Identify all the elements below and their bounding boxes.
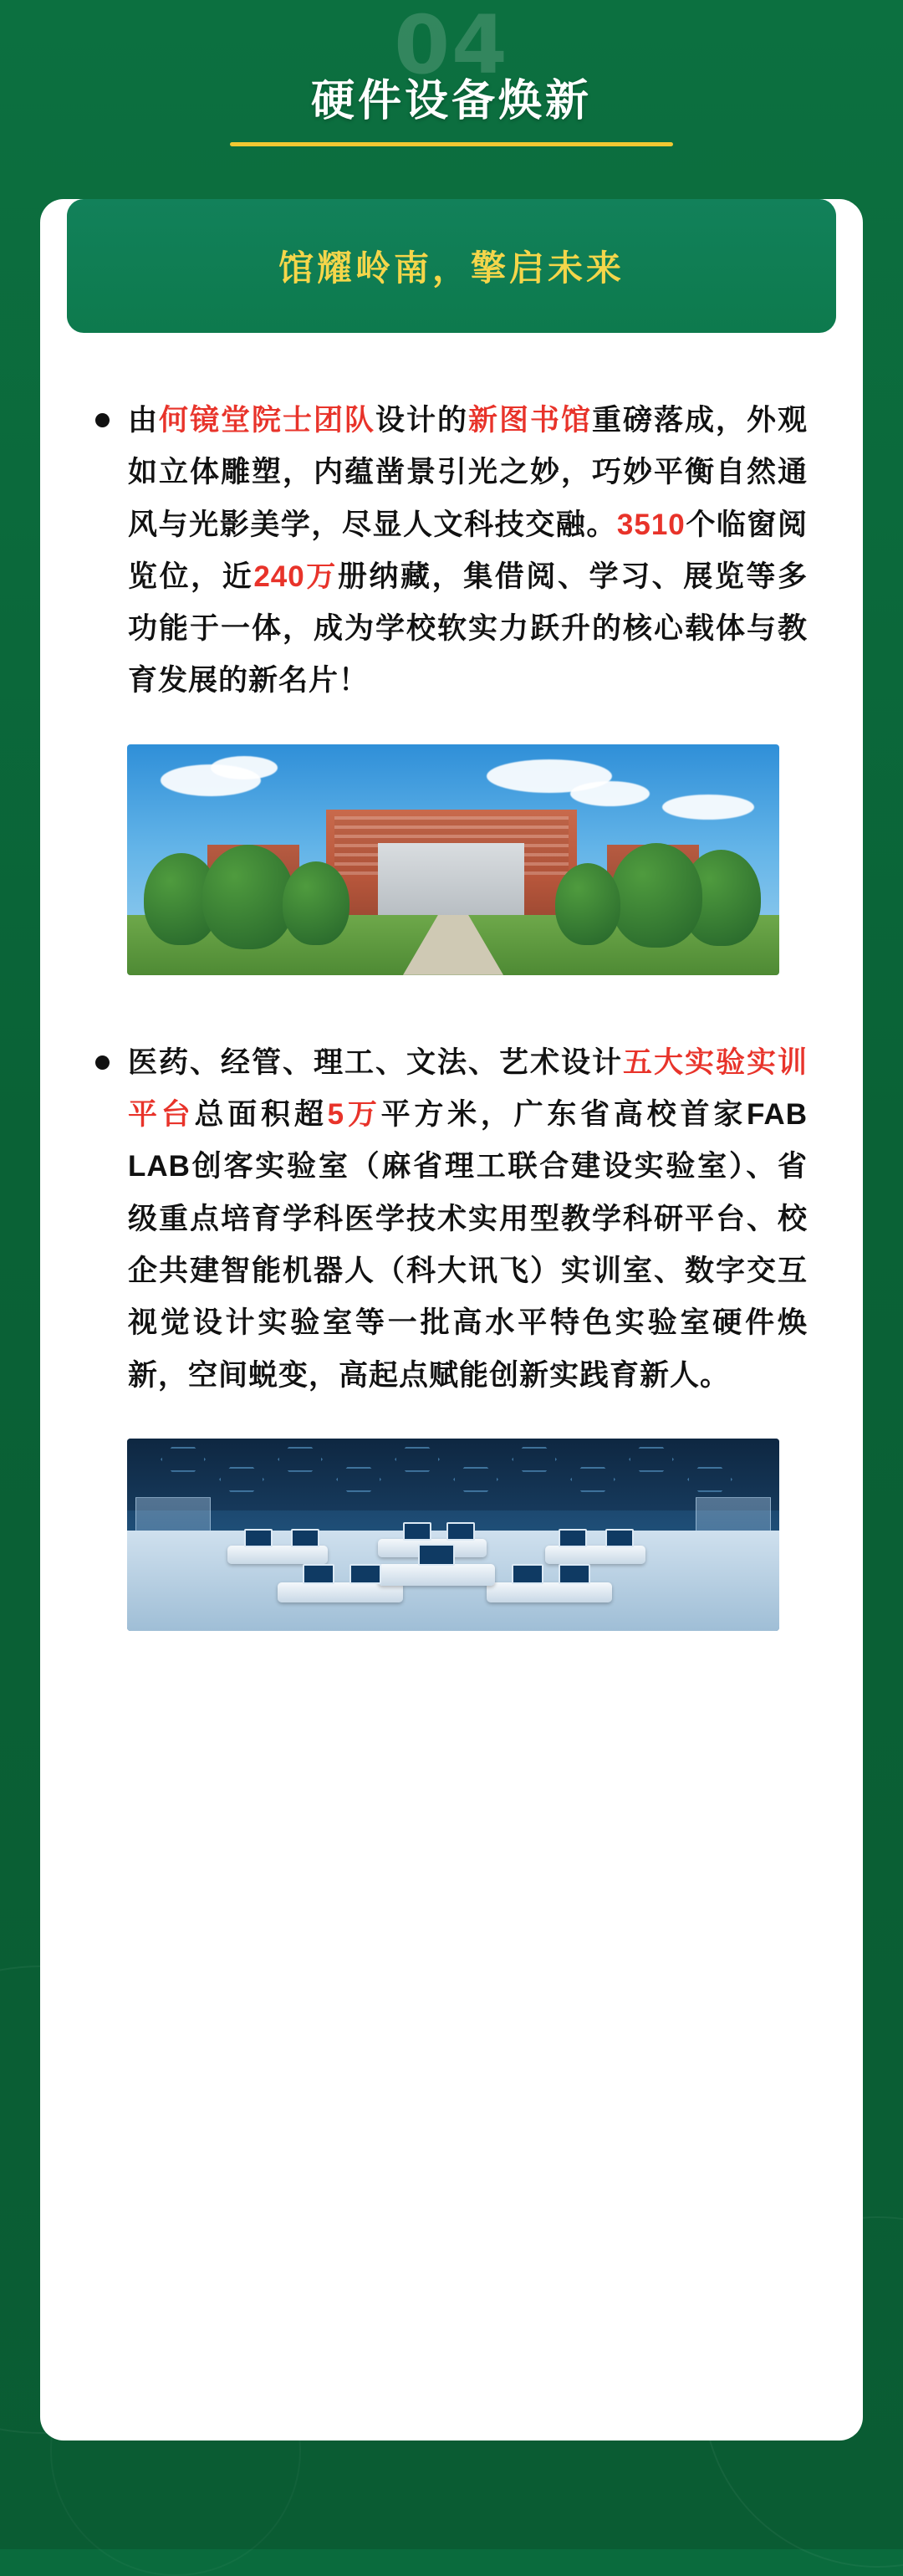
text-run: 何镜堂院士团队 [159, 404, 375, 437]
hexagon-icon [629, 1447, 674, 1472]
text-run: 5万 [327, 1098, 381, 1132]
paragraph-labs [128, 1037, 808, 1402]
image-smart-lab-interior [127, 1439, 779, 1631]
content-card [40, 199, 863, 2441]
text-run: 240万 [253, 560, 338, 593]
bullet-dot-icon [95, 1055, 110, 1070]
lab-desk [487, 1582, 612, 1602]
text-run: 平方米，广东省高校首家FAB LAB创客实验室（麻省理工联合建设实验室）、省级重点培育学科医学技术实用型教学科研平台、校企共建智能机器人（科大讯飞）实训室、数字交互视觉设计实验室等一批高水平特色实验室硬件焕新，空间蜕变，高起点赋能创新实践育新人。 [128, 1098, 808, 1392]
monitor-screen [303, 1564, 334, 1584]
hexagon-icon [512, 1447, 557, 1472]
library-glass-facade [378, 843, 524, 920]
hexagon-icon [687, 1467, 732, 1492]
hexagon-icon [161, 1447, 206, 1472]
hexagon-icon [219, 1467, 264, 1492]
monitor-screen [244, 1529, 273, 1547]
image-library-exterior [127, 744, 779, 975]
monitor-screen [559, 1529, 587, 1547]
tree-shape [283, 861, 349, 945]
lab-desk [227, 1546, 328, 1564]
tree-shape [610, 843, 702, 948]
monitor-screen [291, 1529, 319, 1547]
monitor-screen [512, 1564, 543, 1584]
page-header [0, 0, 903, 176]
bullet-item-library [95, 395, 808, 708]
lab-desk-center [378, 1564, 495, 1586]
monitor-screen-center [418, 1544, 455, 1566]
monitor-screen [605, 1529, 634, 1547]
text-run: 总面积超 [194, 1098, 328, 1132]
hexagon-icon [570, 1467, 615, 1492]
cloud-shape [211, 756, 278, 779]
monitor-screen [559, 1564, 590, 1584]
body-area [40, 395, 863, 1631]
text-run: 册纳藏，集借阅、学习、展览等多功能于一体，成为学校软实力跃升的核心载体与教育发展的新名片！ [128, 560, 808, 698]
text-run: 医药、经管、理工、文法、艺术设计 [128, 1045, 623, 1079]
text-run: 由 [128, 404, 159, 437]
text-run: 五大实验实训平台 [128, 1045, 808, 1132]
bullet-item-labs [95, 1037, 808, 1402]
monitor-screen [403, 1522, 431, 1541]
page-title: 硬件设备焕新 [310, 77, 593, 125]
hexagon-icon [395, 1447, 440, 1472]
cloud-shape [570, 781, 650, 806]
hexagon-icon [336, 1467, 381, 1492]
banner [67, 199, 836, 333]
lab-ceiling [127, 1439, 779, 1510]
hexagon-icon [453, 1467, 498, 1492]
text-run: 重磅落成，外观如立体雕塑，内蕴凿景引光之妙，巧妙平衡自然通风与光影美学，尽显人文科技交融。 [128, 404, 808, 541]
text-run: 3510 [616, 508, 686, 541]
lab-desk [545, 1546, 645, 1564]
text-run: 个临窗阅览位，近 [128, 508, 808, 593]
bullet-dot-icon [95, 413, 110, 427]
title-underline [230, 142, 673, 146]
banner-title: 馆耀岭南，擎启未来 [278, 248, 625, 288]
cloud-shape [662, 795, 754, 820]
text-run: 新图书馆 [467, 404, 592, 437]
section-number: 04 [394, 0, 509, 92]
monitor-screen [349, 1564, 381, 1584]
text-run: 设计的 [375, 404, 468, 437]
tree-shape [555, 863, 620, 945]
monitor-screen [446, 1522, 475, 1541]
paragraph-library [128, 395, 808, 708]
tree-shape [202, 845, 294, 949]
hexagon-icon [278, 1447, 323, 1472]
